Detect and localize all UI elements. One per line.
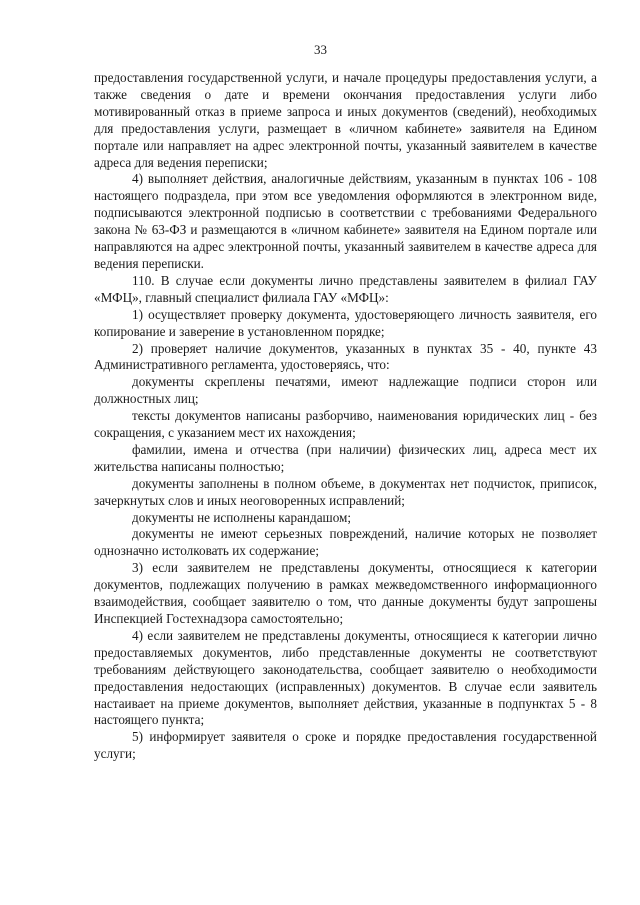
paragraph-item-5-inform: 5) информирует заявителя о сроке и порядке предоставления государственной услуги; (94, 729, 597, 762)
paragraph-continuation: предоставления государственной услуги, и начале процедуры предоставления услуги, а также сведения о дате и времени окончания предоставления услуги либо мотивированный отказ в приеме запроса и иных документов (сведений), необходимых для предоставления услуги, размещает в «личном кабинете» заявителя на Едином портале или направляет на адрес электронной почты, указанный заявителем в качестве адреса для ведения переписки; (94, 70, 597, 170)
paragraph-names: фамилии, имена и отчества (при наличии) физических лиц, адреса мест их жительства написаны полностью; (94, 441, 597, 474)
paragraph-item-4-electronic: 4) выполняет действия, аналогичные действиям, указанным в пунктах 106 - 108 настоящего подраздела, при этом все уведомления оформляются в электронном виде, подписываются электронной подписью в соответствии с требованиями Федерального закона № 63-ФЗ и размещаются в «личном кабинете» заявителя на Едином портале или направляются на адрес электронной почты, указанный заявителем в качестве адреса для ведения переписки. (94, 171, 597, 271)
paragraph-complete: документы заполнены в полном объеме, в документах нет подчисток, приписок, зачеркнутых слов и иных неоговоренных исправлений; (94, 475, 597, 508)
document-body (94, 70, 597, 763)
paragraph-seals: документы скреплены печатями, имеют надлежащие подписи сторон или должностных лиц; (94, 374, 597, 407)
paragraph-item-4-missing: 4) если заявителем не представлены документы, относящиеся к категории лично предоставляемых документов, либо представленные документы не соответствуют требованиям действующего законодательства, сообщает заявителю о необходимости предоставления недостающих (исправленных) документов. В случае если заявитель настаивает на приеме документов, выполняет действия, указанные в подпунктах 5 - 8 настоящего пункта; (94, 627, 597, 728)
paragraph-pencil: документы не исполнены карандашом; (132, 509, 352, 525)
paragraph-110: 110. В случае если документы лично представлены заявителем в филиал ГАУ «МФЦ», главный специалист филиала ГАУ «МФЦ»: (94, 272, 597, 305)
paragraph-damage: документы не имеют серьезных повреждений, наличие которых не позволяет однозначно истолковать их содержание; (94, 526, 597, 559)
paragraph-legible: тексты документов написаны разборчиво, наименования юридических лиц - без сокращения, с указанием мест их нахождения; (94, 408, 597, 441)
page-number: 33 (314, 42, 327, 57)
paragraph-item-3-interagency: 3) если заявителем не представлены документы, относящиеся к категории документов, подлежащих получению в рамках межведомственного информационного взаимодействия, сообщает заявителю о том, что данные документы будут запрошены Инспекцией Гостехнадзора самостоятельно; (94, 560, 597, 626)
paragraph-item-2-check-documents: 2) проверяет наличие документов, указанных в пунктах 35 - 40, пункте 43 Административного регламента, удостоверяясь, что: (94, 340, 597, 373)
paragraph-item-1-identity: 1) осуществляет проверку документа, удостоверяющего личность заявителя, его копирование и заверение в установленном порядке; (94, 306, 597, 339)
